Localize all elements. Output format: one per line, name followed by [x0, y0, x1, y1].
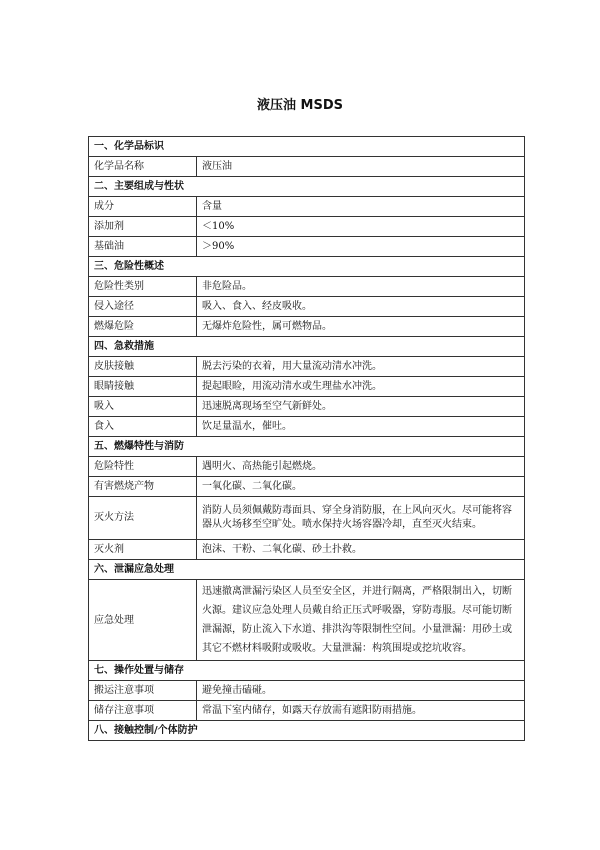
- table-row: [89, 540, 525, 560]
- section-heading: 四、急救措施: [89, 337, 525, 357]
- row-value: 无爆炸危险性，属可燃物品。: [197, 317, 525, 337]
- row-label: 成分: [89, 197, 197, 217]
- section-heading: 七、操作处置与储存: [89, 661, 525, 681]
- row-label: 基础油: [89, 237, 197, 257]
- row-label: 食入: [89, 417, 197, 437]
- row-label: 化学品名称: [89, 157, 197, 177]
- section-header-chemical-identification: [89, 137, 525, 157]
- row-label: 储存注意事项: [89, 701, 197, 721]
- row-value: 提起眼睑，用流动清水或生理盐水冲洗。: [197, 377, 525, 397]
- table-row: [89, 157, 525, 177]
- section-heading: 六、泄漏应急处理: [89, 560, 525, 580]
- row-value: ＞90%: [197, 237, 525, 257]
- table-row: [89, 701, 525, 721]
- row-value: 一氧化碳、二氧化碳。: [197, 477, 525, 497]
- row-value: 遇明火、高热能引起燃烧。: [197, 457, 525, 477]
- row-label: 添加剂: [89, 217, 197, 237]
- section-header-composition: [89, 177, 525, 197]
- table-row: [89, 377, 525, 397]
- section-heading: 五、燃爆特性与消防: [89, 437, 525, 457]
- table-row: [89, 681, 525, 701]
- section-header-fire-fighting: [89, 437, 525, 457]
- row-value: 非危险品。: [197, 277, 525, 297]
- row-label: 有害燃烧产物: [89, 477, 197, 497]
- row-label: 灭火方法: [89, 497, 197, 540]
- table-row: [89, 417, 525, 437]
- section-heading: 八、接触控制/个体防护: [89, 721, 525, 741]
- row-value: 液压油: [197, 157, 525, 177]
- table-row: [89, 397, 525, 417]
- section-header-first-aid: [89, 337, 525, 357]
- table-row: [89, 357, 525, 377]
- row-label: 燃爆危险: [89, 317, 197, 337]
- section-header-hazards: [89, 257, 525, 277]
- row-value: 消防人员须佩戴防毒面具、穿全身消防服，在上风向灭火。尽可能将容器从火场移至空旷处。喷水保持火场容器冷却，直至灭火结束。: [197, 497, 525, 540]
- table-row: [89, 457, 525, 477]
- table-row: [89, 580, 525, 661]
- table-row: [89, 277, 525, 297]
- row-label: 危险特性: [89, 457, 197, 477]
- section-heading: 二、主要组成与性状: [89, 177, 525, 197]
- table-row: [89, 197, 525, 217]
- section-heading: 三、危险性概述: [89, 257, 525, 277]
- msds-table: [88, 136, 525, 741]
- row-label: 应急处理: [89, 580, 197, 661]
- row-value: 饮足量温水，催吐。: [197, 417, 525, 437]
- section-header-handling-storage: [89, 661, 525, 681]
- row-value: ＜10%: [197, 217, 525, 237]
- row-label: 危险性类别: [89, 277, 197, 297]
- row-label: 灭火剂: [89, 540, 197, 560]
- section-header-spill-response: [89, 560, 525, 580]
- row-label: 皮肤接触: [89, 357, 197, 377]
- section-heading: 一、化学品标识: [89, 137, 525, 157]
- row-value: 脱去污染的衣着，用大量流动清水冲洗。: [197, 357, 525, 377]
- table-row: [89, 237, 525, 257]
- row-label: 侵入途径: [89, 297, 197, 317]
- row-value: 含量: [197, 197, 525, 217]
- row-label: 吸入: [89, 397, 197, 417]
- table-row: [89, 497, 525, 540]
- table-row: [89, 477, 525, 497]
- table-row: [89, 217, 525, 237]
- section-header-exposure-controls: [89, 721, 525, 741]
- row-value: 迅速脱离现场至空气新鲜处。: [197, 397, 525, 417]
- row-value: 常温下室内储存，如露天存放需有遮阳防雨措施。: [197, 701, 525, 721]
- row-value: 避免撞击磕碰。: [197, 681, 525, 701]
- row-value: 泡沫、干粉、二氧化碳、砂土扑救。: [197, 540, 525, 560]
- row-value: 吸入、食入、经皮吸收。: [197, 297, 525, 317]
- row-label: 眼睛接触: [89, 377, 197, 397]
- row-value: 迅速撤离泄漏污染区人员至安全区，并进行隔离，严格限制出入，切断火源。建议应急处理人员戴自给正压式呼吸器，穿防毒服。尽可能切断泄漏源，防止流入下水道、排洪沟等限制性空间。小量泄漏：用砂土或其它不燃材料吸附或吸收。大量泄漏：构筑围堤或挖坑收容。: [197, 580, 525, 661]
- document-title: 液压油 MSDS: [257, 98, 343, 113]
- table-row: [89, 297, 525, 317]
- table-row: [89, 317, 525, 337]
- row-label: 搬运注意事项: [89, 681, 197, 701]
